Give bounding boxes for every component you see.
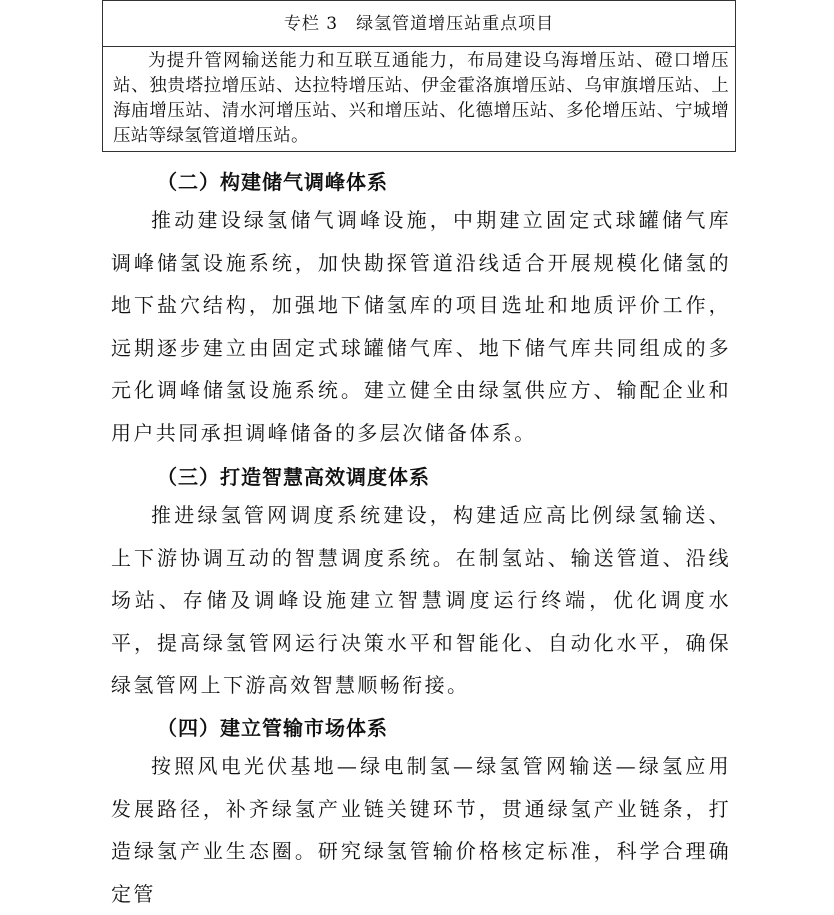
section-paragraph-4: 按照风电光伏基地—绿电制氢—绿氢管网输送—绿氢应用发展路径，补齐绿氢产业链关键环节，贯通绿氢产业链条，打造绿氢产业生态圈。研究绿氢管输价格核定标准，科学合理确定管 [111, 754, 731, 906]
section-heading-3: （三）打造智慧高效调度体系 [157, 465, 430, 489]
section-heading-4: （四）建立管输市场体系 [157, 716, 388, 740]
section-heading-2: （二）构建储气调峰体系 [157, 170, 388, 194]
section-paragraph-3: 推进绿氢管网调度系统建设，构建适应高比例绿氢输送、上下游协调互动的智慧调度系统。在制氢站、输送管道、沿线场站、存储及调峰设施建立智慧调度运行终端，优化调度水平，提高绿氢管网运行决策水平和智能化、自动化水平，确保绿氢管网上下游高效智慧顺畅衔接。 [111, 503, 731, 697]
feature-box [102, 0, 736, 152]
section-paragraph-2: 推动建设绿氢储气调峰设施，中期建立固定式球罐储气库调峰储氢设施系统，加快勘探管道沿线适合开展规模化储氢的地下盐穴结构，加强地下储氢库的项目选址和地质评价工作，远期逐步建立由固定式球罐储气库、地下储气库共同组成的多元化调峰储氢设施系统。建立健全由绿氢供应方、输配企业和用户共同承担调峰储备的多层次储备体系。 [111, 208, 731, 445]
box-title: 专栏 3 绿氢管道增压站重点项目 [103, 1, 735, 47]
box-body: 为提升管网输送能力和互联互通能力，布局建设乌海增压站、磴口增压站、独贵塔拉增压站、达拉特增压站、伊金霍洛旗增压站、乌审旗增压站、上海庙增压站、清水河增压站、兴和增压站、化德增压站、多伦增压站、宁城增压站等绿氢管道增压站。 [113, 51, 729, 146]
